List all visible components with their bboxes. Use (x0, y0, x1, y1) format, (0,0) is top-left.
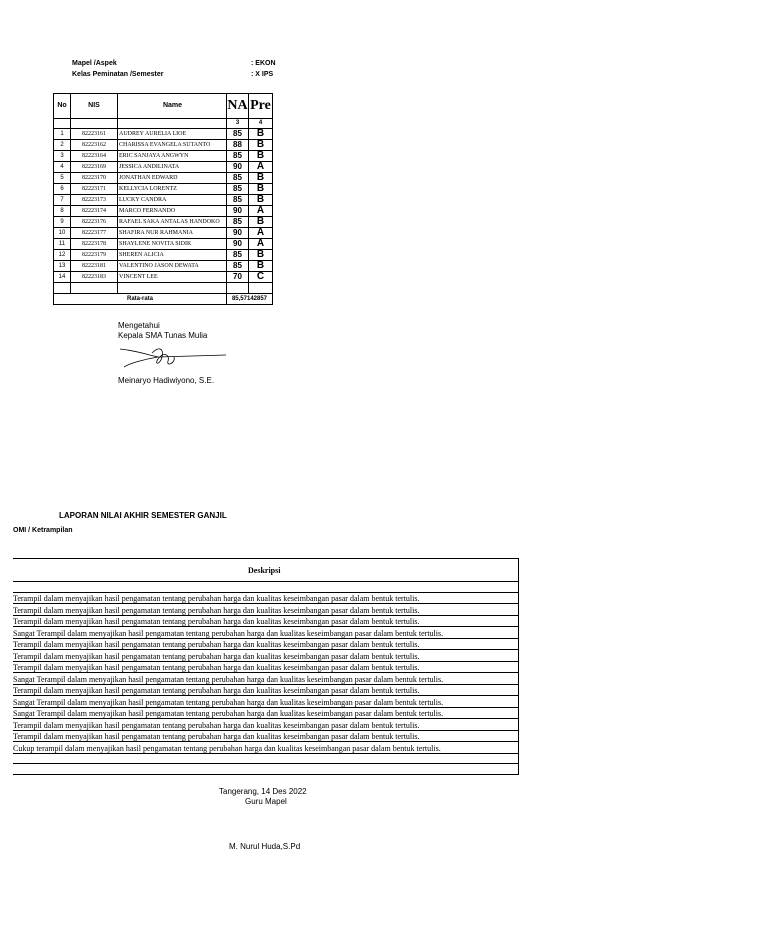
cell-na: 85 (227, 173, 249, 184)
cell-name: SHAYLENE NOVITA SIDIK (118, 239, 227, 250)
description-row: Terampil dalam menyajikan hasil pengamatan tentang perubahan harga dan kualitas keseimbangan pasar dalam bentuk tertulis. (13, 639, 519, 650)
cell-nis: 82223178 (71, 239, 118, 250)
cell-pre: B (249, 129, 273, 140)
table-row (54, 217, 273, 228)
cell-no: 3 (54, 151, 71, 162)
cell-no: 5 (54, 173, 71, 184)
cell-na: 85 (227, 250, 249, 261)
description-row: Sangat Terampil dalam menyajikan hasil pengamatan tentang perubahan harga dan kualitas keseimbangan pasar dalam bentuk tertulis. (13, 708, 519, 719)
cell-nis: 82223176 (71, 217, 118, 228)
col-header-nis: NIS (71, 94, 118, 119)
description-row: Sangat Terampil dalam menyajikan hasil pengamatan tentang perubahan harga dan kualitas keseimbangan pasar dalam bentuk tertulis. (13, 628, 519, 639)
table-row (54, 261, 273, 272)
mapel-value: : EKON (251, 60, 276, 67)
cell-pre: B (249, 195, 273, 206)
table-row (54, 239, 273, 250)
col-header-na: NA (227, 94, 249, 119)
kelas-label: Kelas Peminatan /Semester (72, 71, 164, 78)
teacher-role: Guru Mapel (245, 797, 287, 806)
cell-pre: B (249, 217, 273, 228)
table-row (54, 162, 273, 173)
description-row: Terampil dalam menyajikan hasil pengamatan tentang perubahan harga dan kualitas keseimbangan pasar dalam bentuk tertulis. (13, 593, 519, 604)
description-row: Sangat Terampil dalam menyajikan hasil pengamatan tentang perubahan harga dan kualitas keseimbangan pasar dalam bentuk tertulis. (13, 674, 519, 685)
table-row (54, 173, 273, 184)
cell-na: 90 (227, 162, 249, 173)
cell-nis: 82223161 (71, 129, 118, 140)
description-row: Terampil dalam menyajikan hasil pengamatan tentang perubahan harga dan kualitas keseimbangan pasar dalam bentuk tertulis. (13, 662, 519, 673)
cell-no: 11 (54, 239, 71, 250)
report-subtitle: OMI / Ketrampilan (13, 527, 73, 534)
cell-na: 85 (227, 217, 249, 228)
cell-nis: 82223169 (71, 162, 118, 173)
col-header-pre: Pre (249, 94, 273, 119)
cell-no: 2 (54, 140, 71, 151)
average-label: Rata-rata (54, 294, 227, 305)
kelas-value: : X IPS (251, 71, 274, 78)
table-row-empty (54, 283, 273, 294)
cell-pre: B (249, 261, 273, 272)
cell-no: 1 (54, 129, 71, 140)
mapel-label: Mapel /Aspek (72, 60, 117, 67)
cell-na: 90 (227, 239, 249, 250)
cell-no: 13 (54, 261, 71, 272)
cell-nis: 82223164 (71, 151, 118, 162)
cell-pre: A (249, 228, 273, 239)
cell-nis: 82223170 (71, 173, 118, 184)
cell-name: MARCO FERNANDO (118, 206, 227, 217)
cell-nis: 82223177 (71, 228, 118, 239)
description-row: Cukup terampil dalam menyajikan hasil pengamatan tentang perubahan harga dan kualitas keseimbangan pasar dalam bentuk tertulis. (13, 743, 519, 754)
table-row (54, 250, 273, 261)
cell-name: JESSICA ANDILINATA (118, 162, 227, 173)
cell-name: KELLYCIA LORENTZ (118, 184, 227, 195)
cell-na: 85 (227, 151, 249, 162)
cell-nis: 82223162 (71, 140, 118, 151)
principal-signature (118, 343, 228, 371)
cell-no: 4 (54, 162, 71, 173)
description-row: Sangat Terampil dalam menyajikan hasil pengamatan tentang perubahan harga dan kualitas keseimbangan pasar dalam bentuk tertulis. (13, 697, 519, 708)
description-row: Terampil dalam menyajikan hasil pengamatan tentang perubahan harga dan kualitas keseimbangan pasar dalam bentuk tertulis. (13, 605, 519, 616)
principal-acknowledge: Mengetahui (118, 321, 160, 330)
cell-name: RAFAEL SAKA ANTALAS HANDOKO (118, 217, 227, 228)
desc-divider (13, 581, 519, 582)
cell-no: 9 (54, 217, 71, 228)
table-row (54, 195, 273, 206)
table-row (54, 151, 273, 162)
cell-na: 90 (227, 206, 249, 217)
cell-pre: B (249, 184, 273, 195)
cell-no: 7 (54, 195, 71, 206)
cell-pre: B (249, 151, 273, 162)
cell-name: VINCENT LEE (118, 272, 227, 283)
description-row: Terampil dalam menyajikan hasil pengamatan tentang perubahan harga dan kualitas keseimbangan pasar dalam bentuk tertulis. (13, 731, 519, 742)
cell-nis: 82223173 (71, 195, 118, 206)
desc-divider (13, 763, 519, 764)
cell-pre: A (249, 162, 273, 173)
teacher-place-date: Tangerang, 14 Des 2022 (219, 787, 307, 796)
cell-nis: 82223179 (71, 250, 118, 261)
col-number-na: 3 (227, 119, 249, 129)
cell-pre: C (249, 272, 273, 283)
cell-no: 8 (54, 206, 71, 217)
desc-header: Deskripsi (248, 566, 281, 575)
cell-pre: B (249, 140, 273, 151)
teacher-name: M. Nurul Huda,S.Pd (229, 842, 301, 851)
table-average-row (54, 294, 273, 305)
cell-nis: 82223171 (71, 184, 118, 195)
cell-no: 6 (54, 184, 71, 195)
cell-no: 12 (54, 250, 71, 261)
col-header-name: Name (118, 94, 227, 119)
table-row (54, 140, 273, 151)
report-title: LAPORAN NILAI AKHIR SEMESTER GANJIL (59, 511, 227, 520)
table-row (54, 272, 273, 283)
grades-table (53, 93, 273, 305)
table-header-row (54, 94, 273, 119)
cell-pre: B (249, 173, 273, 184)
principal-title: Kepala SMA Tunas Mulia (118, 331, 208, 340)
description-row: Terampil dalam menyajikan hasil pengamatan tentang perubahan harga dan kualitas keseimbangan pasar dalam bentuk tertulis. (13, 685, 519, 696)
cell-name: SHAFIRA NUR RAHMANIA (118, 228, 227, 239)
col-number-pre: 4 (249, 119, 273, 129)
table-row (54, 206, 273, 217)
desc-bottom-border (13, 774, 519, 775)
cell-pre: B (249, 250, 273, 261)
cell-na: 88 (227, 140, 249, 151)
table-row (54, 129, 273, 140)
cell-nis: 82223174 (71, 206, 118, 217)
description-row: Terampil dalam menyajikan hasil pengamatan tentang perubahan harga dan kualitas keseimbangan pasar dalam bentuk tertulis. (13, 651, 519, 662)
principal-name: Meinaryo Hadiwiyono, S.E. (118, 376, 215, 385)
cell-pre: A (249, 206, 273, 217)
table-colnum-row (54, 119, 273, 129)
cell-na: 85 (227, 261, 249, 272)
cell-name: ERIC SANJAYA ANGWYN (118, 151, 227, 162)
cell-no: 10 (54, 228, 71, 239)
cell-name: SHEREN ALICIA (118, 250, 227, 261)
col-header-no: No (54, 94, 71, 119)
cell-nis: 82223181 (71, 261, 118, 272)
cell-no: 14 (54, 272, 71, 283)
table-row (54, 184, 273, 195)
cell-name: JONATHAN EDWARD (118, 173, 227, 184)
cell-na: 85 (227, 195, 249, 206)
cell-name: VALENTINO JASON DEWATA (118, 261, 227, 272)
description-row: Terampil dalam menyajikan hasil pengamatan tentang perubahan harga dan kualitas keseimbangan pasar dalam bentuk tertulis. (13, 720, 519, 731)
cell-na: 90 (227, 228, 249, 239)
description-row: Terampil dalam menyajikan hasil pengamatan tentang perubahan harga dan kualitas keseimbangan pasar dalam bentuk tertulis. (13, 616, 519, 627)
cell-name: CHARISSA EVANGELA SUTANTO (118, 140, 227, 151)
cell-nis: 82223183 (71, 272, 118, 283)
cell-na: 85 (227, 184, 249, 195)
desc-top-border (13, 558, 519, 559)
cell-pre: A (249, 239, 273, 250)
table-row (54, 228, 273, 239)
cell-na: 85 (227, 129, 249, 140)
cell-na: 70 (227, 272, 249, 283)
cell-name: LUCKY CANDRA (118, 195, 227, 206)
cell-name: AUDREY AURELIA LIOE (118, 129, 227, 140)
average-value: 85,57142857 (227, 294, 273, 305)
